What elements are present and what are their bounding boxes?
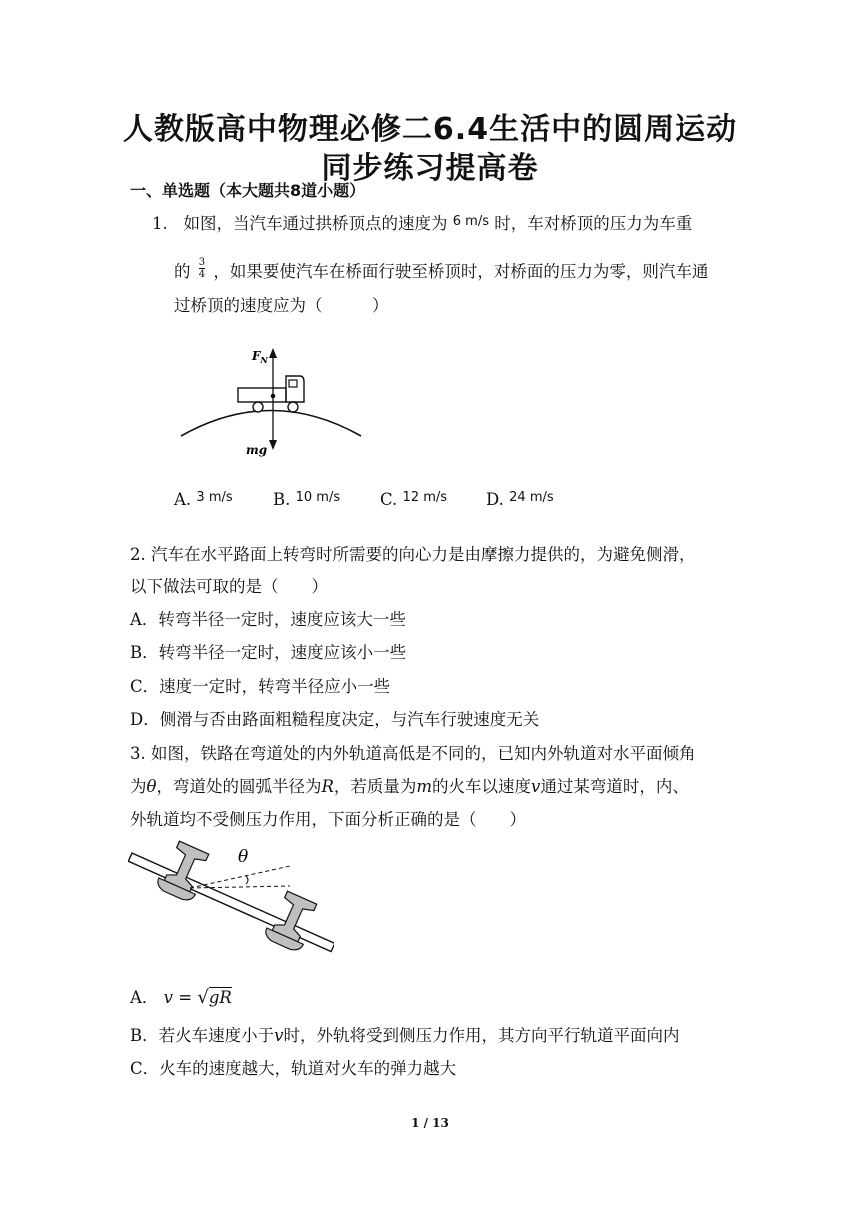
mass-symbol: m (416, 777, 433, 796)
q1-text-a: 如图，当汽车通过拱桥顶点的速度为 (183, 214, 448, 233)
q2-line1: 2. 汽车在水平路面上转弯时所需要的向心力是由摩擦力提供的，为避免侧滑， (130, 545, 696, 564)
velocity-symbol: v (531, 777, 541, 796)
q3-option-c: C．火车的速度越大，轨道对火车的弹力越大 (130, 1059, 457, 1078)
q2-option-c: C．速度一定时，转弯半径应小一些 (130, 677, 391, 696)
q1-option-b: B. $^{10 m/s}$ (273, 490, 341, 509)
q1-option-d: D. $^{24 m/s}$ (486, 490, 554, 509)
truck-window (289, 380, 297, 387)
q3-option-a: A． v = √gR (130, 987, 232, 1008)
fraction-denominator: 4 (198, 269, 206, 280)
q2-option-b: B．转弯半径一定时，速度应该小一些 (130, 643, 407, 662)
q1-option-a: A. $^{3 m/s}$ (174, 490, 233, 509)
fraction (199, 257, 205, 280)
q2-option-a: A．转弯半径一定时，速度应该大一些 (130, 610, 406, 629)
q1-text-d: ，如果要使汽车在桥面行驶至桥顶时，对桥面的压力为零，则汽车通 (213, 262, 709, 281)
section-heading: 一、单选题（本大题共8道小题） (130, 181, 366, 200)
q1-text-b: 时，车对桥顶的压力为车重 (494, 214, 693, 233)
fraction-numerator: 3 (198, 257, 206, 268)
q1-line1 (152, 212, 692, 238)
q2-line2: 以下做法可取的是（ ） (130, 577, 328, 596)
theta-symbol: θ (146, 777, 157, 796)
sqrt-radicand: gR (208, 988, 232, 1007)
truck-bed (238, 388, 286, 402)
q1-text-c: 的 (174, 262, 191, 281)
rail-track-figure (128, 838, 334, 966)
q1-option-c: C. $^{12 m/s}$ (380, 490, 448, 509)
truck-wheel-rear (253, 402, 263, 412)
theta-label: θ (238, 847, 249, 867)
fn-label: $F_N$ (252, 349, 268, 365)
q1-speed: 6 m/s (452, 214, 489, 229)
page-number: 1 / 13 (411, 1116, 449, 1130)
document-title-line2: 同步练习提高卷 (321, 151, 539, 186)
q1-line3: 过桥顶的速度应为（ ） (174, 296, 389, 315)
bridge-car-figure (176, 340, 366, 465)
q3-option-b: B．若火车速度小于v时，外轨将受到侧压力作用，其方向平行轨道平面向内 (130, 1026, 680, 1045)
radius-symbol: R (321, 777, 334, 796)
angle-arc (246, 876, 248, 884)
document-title-line1: 人教版高中物理必修二6.4生活中的圆周运动 (122, 112, 738, 147)
q3-line3: 外轨道均不受侧压力作用，下面分析正确的是（ ） (130, 810, 526, 829)
gravity-arrowhead (269, 440, 277, 450)
q2-option-d: D．侧滑与否由路面粗糙程度决定，与汽车行驶速度无关 (130, 710, 540, 729)
normal-force-arrowhead (269, 348, 277, 358)
incline-reference-line (190, 866, 290, 888)
q1-number: 1. (152, 214, 168, 233)
q3-line2: 为θ，弯道处的圆弧半径为R，若质量为m的火车以速度v通过某弯道时，内、 (130, 777, 689, 796)
mg-label: mg (246, 443, 268, 457)
truck-wheel-front (288, 402, 298, 412)
q3-line1: 3. 如图，铁路在弯道处的内外轨道高低是不同的，已知内外轨道对水平面倾角 (130, 744, 696, 763)
bridge-arc (181, 411, 361, 437)
q1-line2 (174, 257, 709, 284)
